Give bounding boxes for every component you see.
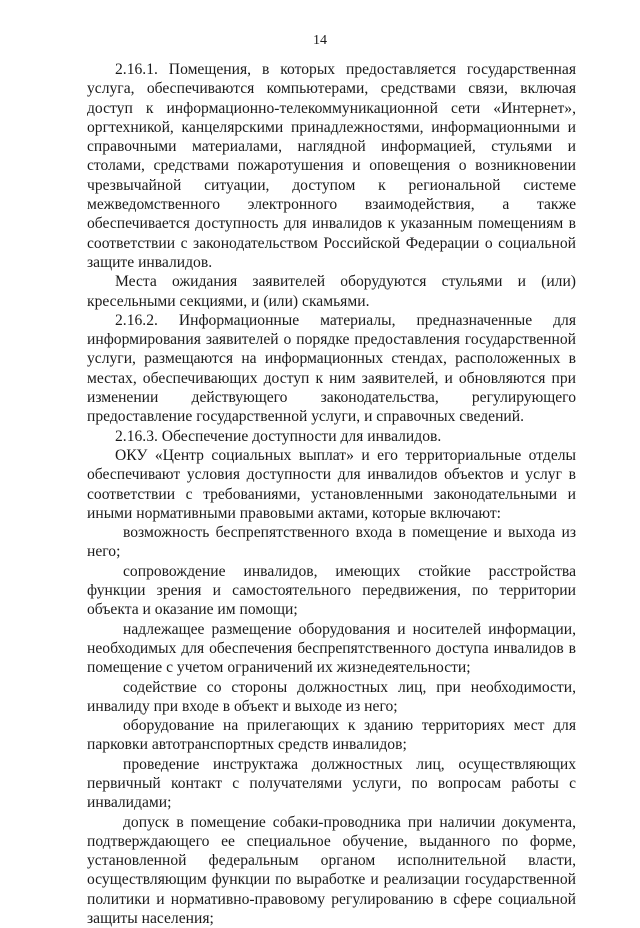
paragraph-2-16-1: 2.16.1. Помещения, в которых предоставляется государственная услуга, обеспечиваются компьютерами, средствами связи, включая доступ к информационно-телекоммуникационной сети «Интернет», оргтехникой, канцелярскими принадлежностями, информационными и справочными материалами, наглядной информацией, стульями и столами, средствами пожаротушения и оповещения о возникновении чрезвычайной ситуации, доступом к региональной системе межведомственного электронного взаимодействия, а также обеспечивается доступность для инвалидов к указанным помещениям в соответствии с законодательством Российской Федерации о социальной защите инвалидов. xyxy=(87,61,576,271)
paragraph-2-16-2: 2.16.2. Информационные материалы, предназначенные для информирования заявителей о порядке предоставления государственной услуги, размещаются на информационных стендах, расположенных в местах, обеспечивающих доступ к ним заявителей, и обновляются при изменении действующего законодательства, регулирующего предоставление государственной услуги, и справочных сведений. xyxy=(87,311,576,426)
document-body xyxy=(87,60,576,928)
list-item-entry-exit: возможность беспрепятственного входа в помещение и выхода из него; xyxy=(87,524,576,561)
list-item-staff-assistance: содействие со стороны должностных лиц, при необходимости, инвалиду при входе в объект и выходе из него; xyxy=(87,678,576,715)
page-number: 14 xyxy=(313,33,327,48)
list-item-equipment-placement: надлежащее размещение оборудования и носителей информации, необходимых для обеспечения беспрепятственного доступа инвалидов в помещение с учетом ограничений их жизнедеятельности; xyxy=(87,620,576,677)
list-item-escort: сопровождение инвалидов, имеющих стойкие расстройства функции зрения и самостоятельного передвижения, по территории объекта и оказание им помощи; xyxy=(87,562,576,619)
list-item-staff-briefing: проведение инструктажа должностных лиц, осуществляющих первичный контакт с получателями услуги, по вопросам работы с инвалидами; xyxy=(87,755,576,812)
paragraph-waiting-areas: Места ожидания заявителей оборудуются стульями и (или) кресельными секциями, и (или) скамьями. xyxy=(87,273,576,310)
paragraph-2-16-3: 2.16.3. Обеспечение доступности для инвалидов. xyxy=(115,427,442,445)
list-item-parking: оборудование на прилегающих к зданию территориях мест для парковки автотранспортных средств инвалидов; xyxy=(87,717,576,754)
paragraph-oku-conditions: ОКУ «Центр социальных выплат» и его территориальные отделы обеспечивают условия доступности для инвалидов объектов и услуг в соответствии с требованиями, установленными законодательными и иными нормативными правовыми актами, которые включают: xyxy=(87,446,576,522)
list-item-guide-dog: допуск в помещение собаки-проводника при наличии документа, подтверждающего ее специальное обучение, выданного по форме, установленной федеральным органом исполнительной власти, осуществляющим функции по выработке и реализации государственной политики и нормативно-правовому регулированию в сфере социальной защиты населения; xyxy=(87,813,576,928)
